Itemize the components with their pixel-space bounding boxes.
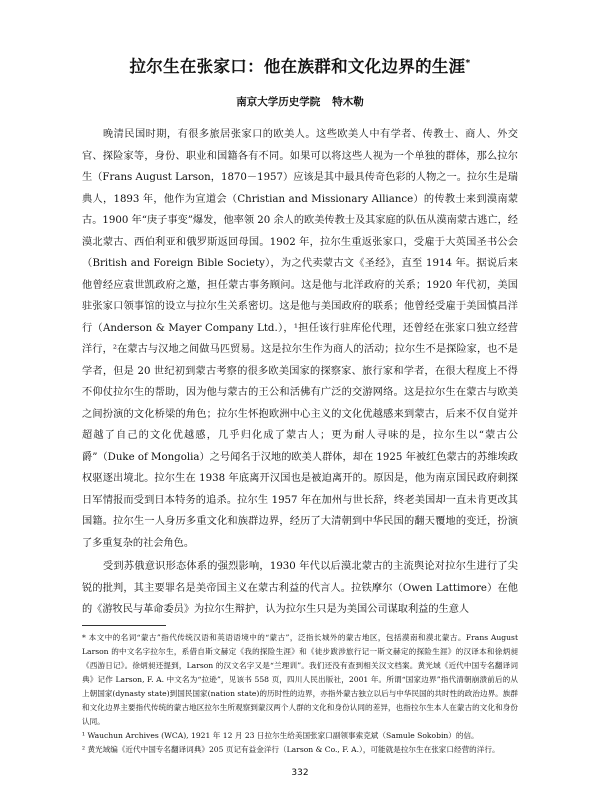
author-line xyxy=(60,94,540,109)
footnotes xyxy=(82,631,518,757)
footnote-2: ² 黄光域编《近代中国专名翻译词典》205 页记有益金洋行（Larson & Co., F. A.），可能就是拉尔生在张家口经营的洋行。 xyxy=(82,745,500,754)
author-name: 特木勒 xyxy=(332,96,364,108)
article-title-text: 拉尔生在张家口：他在族群和文化边界的生涯 xyxy=(129,57,466,76)
title-note-mark: * xyxy=(465,58,471,69)
author-affiliation: 南京大学历史学院 xyxy=(236,96,321,108)
article-body xyxy=(82,124,518,621)
article-title xyxy=(60,53,540,77)
page-number: 332 xyxy=(291,768,309,778)
paragraph-2: 受到苏俄意识形态体系的强烈影响，1930 年代以后漠北蒙古的主流舆论对拉尔生进行了尖锐的批判，其主要罪名是美帝国主义在蒙古利益的代言人。拉铁摩尔（Owen Lattimore）在他的《游牧民与革命委员》为拉尔生辩护，认为拉尔生只是为美国公司谋取利益的生意人 xyxy=(82,561,518,615)
footnote-title-note: * 本文中的名词“蒙古”指代传统汉语和英语语境中的“蒙古”，泛指长城外的蒙古地区，包括漠南和漠北蒙古。Frans August Larson 的中文名字拉尔生，系借自斯文赫定《我的探险生涯》和《徒步跋涉旅行记一斯文赫定的探险生涯》的汉译本和徐炳昶《西游日记》。徐炳昶还提到，Larson 的汉文名字又是“兰理训”。我们还没有查到相关汉文档案。黄光域《近代中国专名翻译词典》记作 Larson, F. A. 中文名为“拉逊”，见该书 558 页，四川人民出版社，2001 年。所谓“国家边界”指代清朝崩溃前后的从上朝国家(dynasty state)到国民国家(nation state)的历时性的边界，亦指外蒙古独立以后与中华民国的共时性的政治边界。族群和文化边界主要指代传统的蒙古地区拉尔生所观察到蒙汉两个人群的文化和身份认同的差异，也指拉尔生本人在蒙古的文化和身份认同。 xyxy=(82,633,518,726)
footnote-divider xyxy=(82,625,166,626)
paragraph-1: 晚清民国时期，有很多旅居张家口的欧美人。这些欧美人中有学者、传教士、商人、外交官、探险家等，身份、职业和国籍各有不同。如果可以将这些人视为一个单独的群体，那么拉尔生（Frans August Larson，1870－1957）应该是其中最具传奇色彩的人物之一。拉尔生是瑞典人，1893 年，他作为宣道会（Christian and Missionary Alliance）的传教士来到漠南蒙古。1900 年“庚子事变”爆发，他率领 20 余人的欧美传教士及其家庭的队伍从漠南蒙古逃亡，经漠北蒙古、西伯利亚和俄罗斯返回母国。1902 年，拉尔生重返张家口，受雇于大英国圣书公会（British and Foreign Bible Society），为之代卖蒙古文《圣经》，直至 1914 年。据说后来他曾经应袁世凯政府之邀，担任蒙古事务顾问。这是他与北洋政府的关系；1920 年代初，美国驻张家口领事馆的设立与拉尔生关系密切。这是他与美国政府的联系；他曾经受雇于美国慎昌洋行（Anderson & Mayer Company Ltd.），¹担任该行驻库伦代理，还曾经在张家口独立经营洋行，²在蒙古与汉地之间做马匹贸易。这是拉尔生作为商人的活动；拉尔生不是探险家，也不是学者，但是 20 世纪初到蒙古考察的很多欧美国家的探察家、旅行家和学者，在很大程度上不得不仰仗拉尔生的帮助，因为他与蒙古的王公和活佛有广泛的交游网络。这是拉尔生在蒙古与欧美之间扮演的文化桥梁的角色；拉尔生怀抱欧洲中心主义的文化优越感来到蒙古，后来不仅自觉并超越了自己的文化优越感，几乎归化成了蒙古人；更为耐人寻味的是，拉尔生以“蒙古公爵”（Duke of Mongolia）之号闻名于汉地的欧美人群体，却在 1925 年被红色蒙古的苏维埃政权驱逐出境北。拉尔生在 1938 年底离开汉国也是被迫离开的。原因是，他为南京国民政府刺探日军情报而受到日本特务的追杀。拉尔生 1957 年在加州与世长辞，终老美国却一直未肯更改其国籍。拉尔生一人身历多重文化和族群边界，经历了大清朝到中华民国的翻天覆地的变迁，扮演了多重复杂的社会角色。 xyxy=(82,129,518,549)
footnote-1: ¹ Wauchun Archives (WCA), 1921 年 12 月 23 日拉尔生给美国张家口副领事索克斌（Samule Sokobin）的信。 xyxy=(82,731,479,740)
